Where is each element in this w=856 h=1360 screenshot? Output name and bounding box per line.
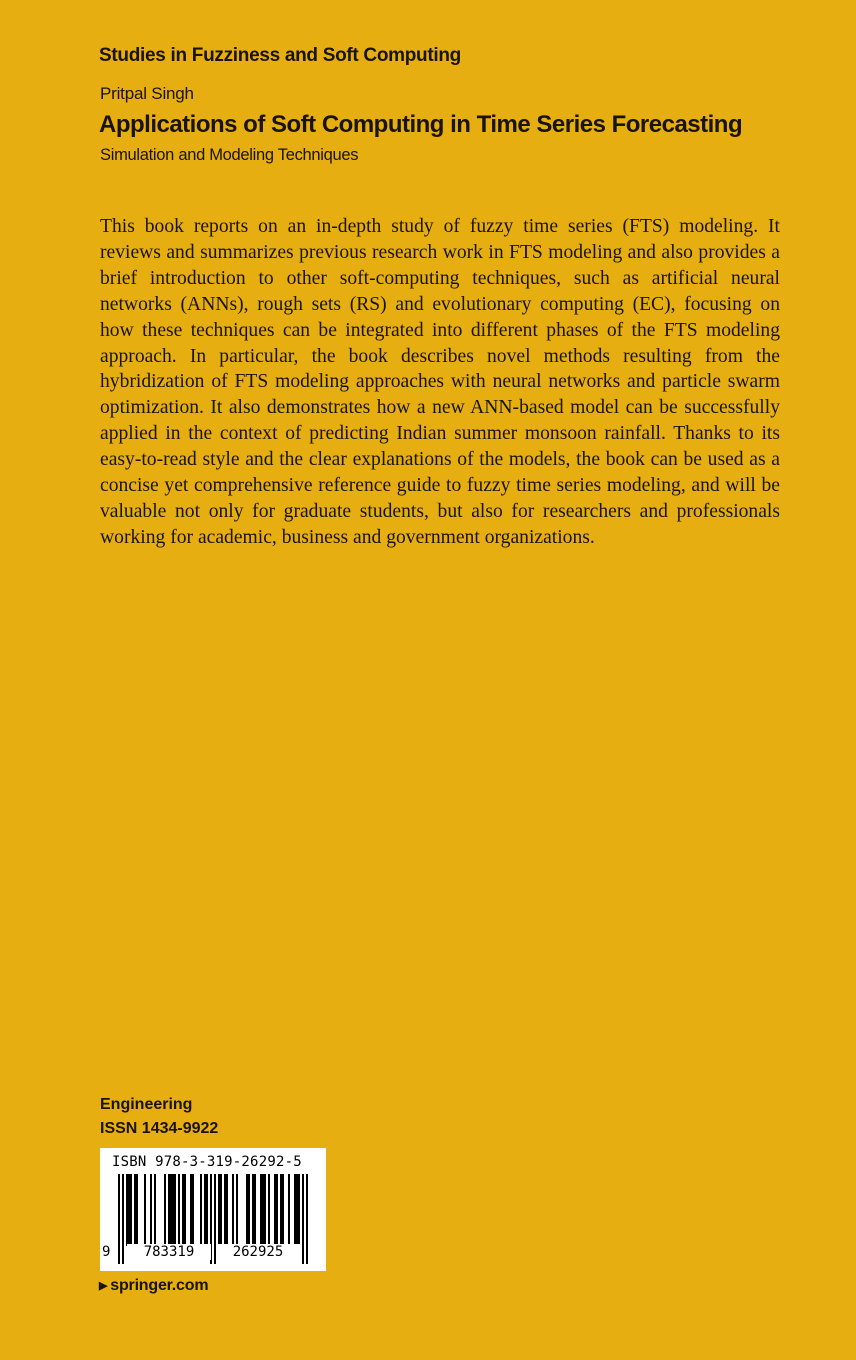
barcode-bar [172, 1174, 174, 1246]
barcode-bar [204, 1174, 206, 1246]
barcode-bar [246, 1174, 248, 1246]
barcode-bar [282, 1174, 284, 1246]
barcode-bar [254, 1174, 256, 1246]
subject-category: Engineering [100, 1096, 193, 1113]
barcode-bar [168, 1174, 170, 1246]
barcode-bar [206, 1174, 208, 1246]
barcode-bar [190, 1174, 192, 1246]
barcode-bar [126, 1174, 128, 1246]
barcode-bar [224, 1174, 226, 1246]
barcode-block [100, 1148, 326, 1271]
barcode-bar [192, 1174, 194, 1246]
barcode-bar [218, 1174, 220, 1246]
barcode-bar [144, 1174, 146, 1246]
barcode-bar [280, 1174, 282, 1246]
barcode-bar [154, 1174, 156, 1246]
ean-left-digits: 783319 [127, 1244, 211, 1260]
barcode-bar [268, 1174, 270, 1246]
barcode-bar [178, 1174, 180, 1246]
barcode-bar [182, 1174, 184, 1246]
book-subtitle: Simulation and Modeling Techniques [100, 146, 359, 164]
barcode-bar [252, 1174, 254, 1246]
book-title: Applications of Soft Computing in Time Series Forecasting [99, 111, 743, 138]
barcode-bar [248, 1174, 250, 1246]
barcode-bar [262, 1174, 264, 1246]
barcode-bar [150, 1174, 152, 1246]
series-title: Studies in Fuzziness and Soft Computing [99, 45, 461, 66]
barcode-bar [122, 1174, 124, 1264]
barcode-bar [174, 1174, 176, 1246]
barcode-bar [264, 1174, 266, 1246]
barcode-bar [134, 1174, 136, 1246]
barcode-bar [236, 1174, 238, 1246]
author-name: Pritpal Singh [100, 84, 194, 103]
barcode-bar [306, 1174, 308, 1264]
barcode-bar [170, 1174, 172, 1246]
issn-number: ISSN 1434-9922 [100, 1120, 219, 1137]
barcode-bar [128, 1174, 130, 1246]
barcode-bar [130, 1174, 132, 1246]
barcode-bar [220, 1174, 222, 1246]
barcode-bar [226, 1174, 228, 1246]
barcode-bar [200, 1174, 202, 1246]
barcode-bar [294, 1174, 296, 1246]
ean-first-digit: 9 [102, 1244, 111, 1260]
barcode-bar [298, 1174, 300, 1246]
triangle-right-icon: ▶ [99, 1280, 108, 1292]
barcode-bar [232, 1174, 234, 1246]
barcode-bar [118, 1174, 120, 1264]
ean-right-digits: 262925 [216, 1244, 300, 1260]
barcode-bar [184, 1174, 186, 1246]
barcode-bar [276, 1174, 278, 1246]
barcode-bar [302, 1174, 304, 1264]
isbn-label: ISBN 978-3-319-26292-5 [112, 1154, 302, 1170]
barcode-bar [260, 1174, 262, 1246]
barcode-bar [136, 1174, 138, 1246]
publisher-link[interactable] [99, 1277, 208, 1295]
publisher-url: springer.com [110, 1277, 209, 1294]
barcode-bar [296, 1174, 298, 1246]
barcode-bar [274, 1174, 276, 1246]
barcode-bar [164, 1174, 166, 1246]
book-description: This book reports on an in-depth study of fuzzy time series (FTS) modeling. It reviews and summarizes previous research work in FTS modeling and also provides a brief introduction to other soft-computing techniques, such as artificial neural networks (ANNs), rough sets (RS) and evolutionary computing (EC), focusing on how these techniques can be integrated into different phases of the FTS modeling approach. In particular, the book describes novel methods resulting from the hybridization of FTS modeling approaches with neural networks and particle swarm optimization. It also demonstrates how a new ANN-based model can be successfully applied in the context of predicting Indian summer monsoon rainfall. Thanks to its easy-to-read style and the clear explanations of the models, the book can be used as a concise yet comprehensive reference guide to fuzzy time series modeling, and will be valuable not only for graduate students, but also for researchers and professionals working for academic, business and government organizations. [100, 216, 780, 548]
barcode-bar [288, 1174, 290, 1246]
